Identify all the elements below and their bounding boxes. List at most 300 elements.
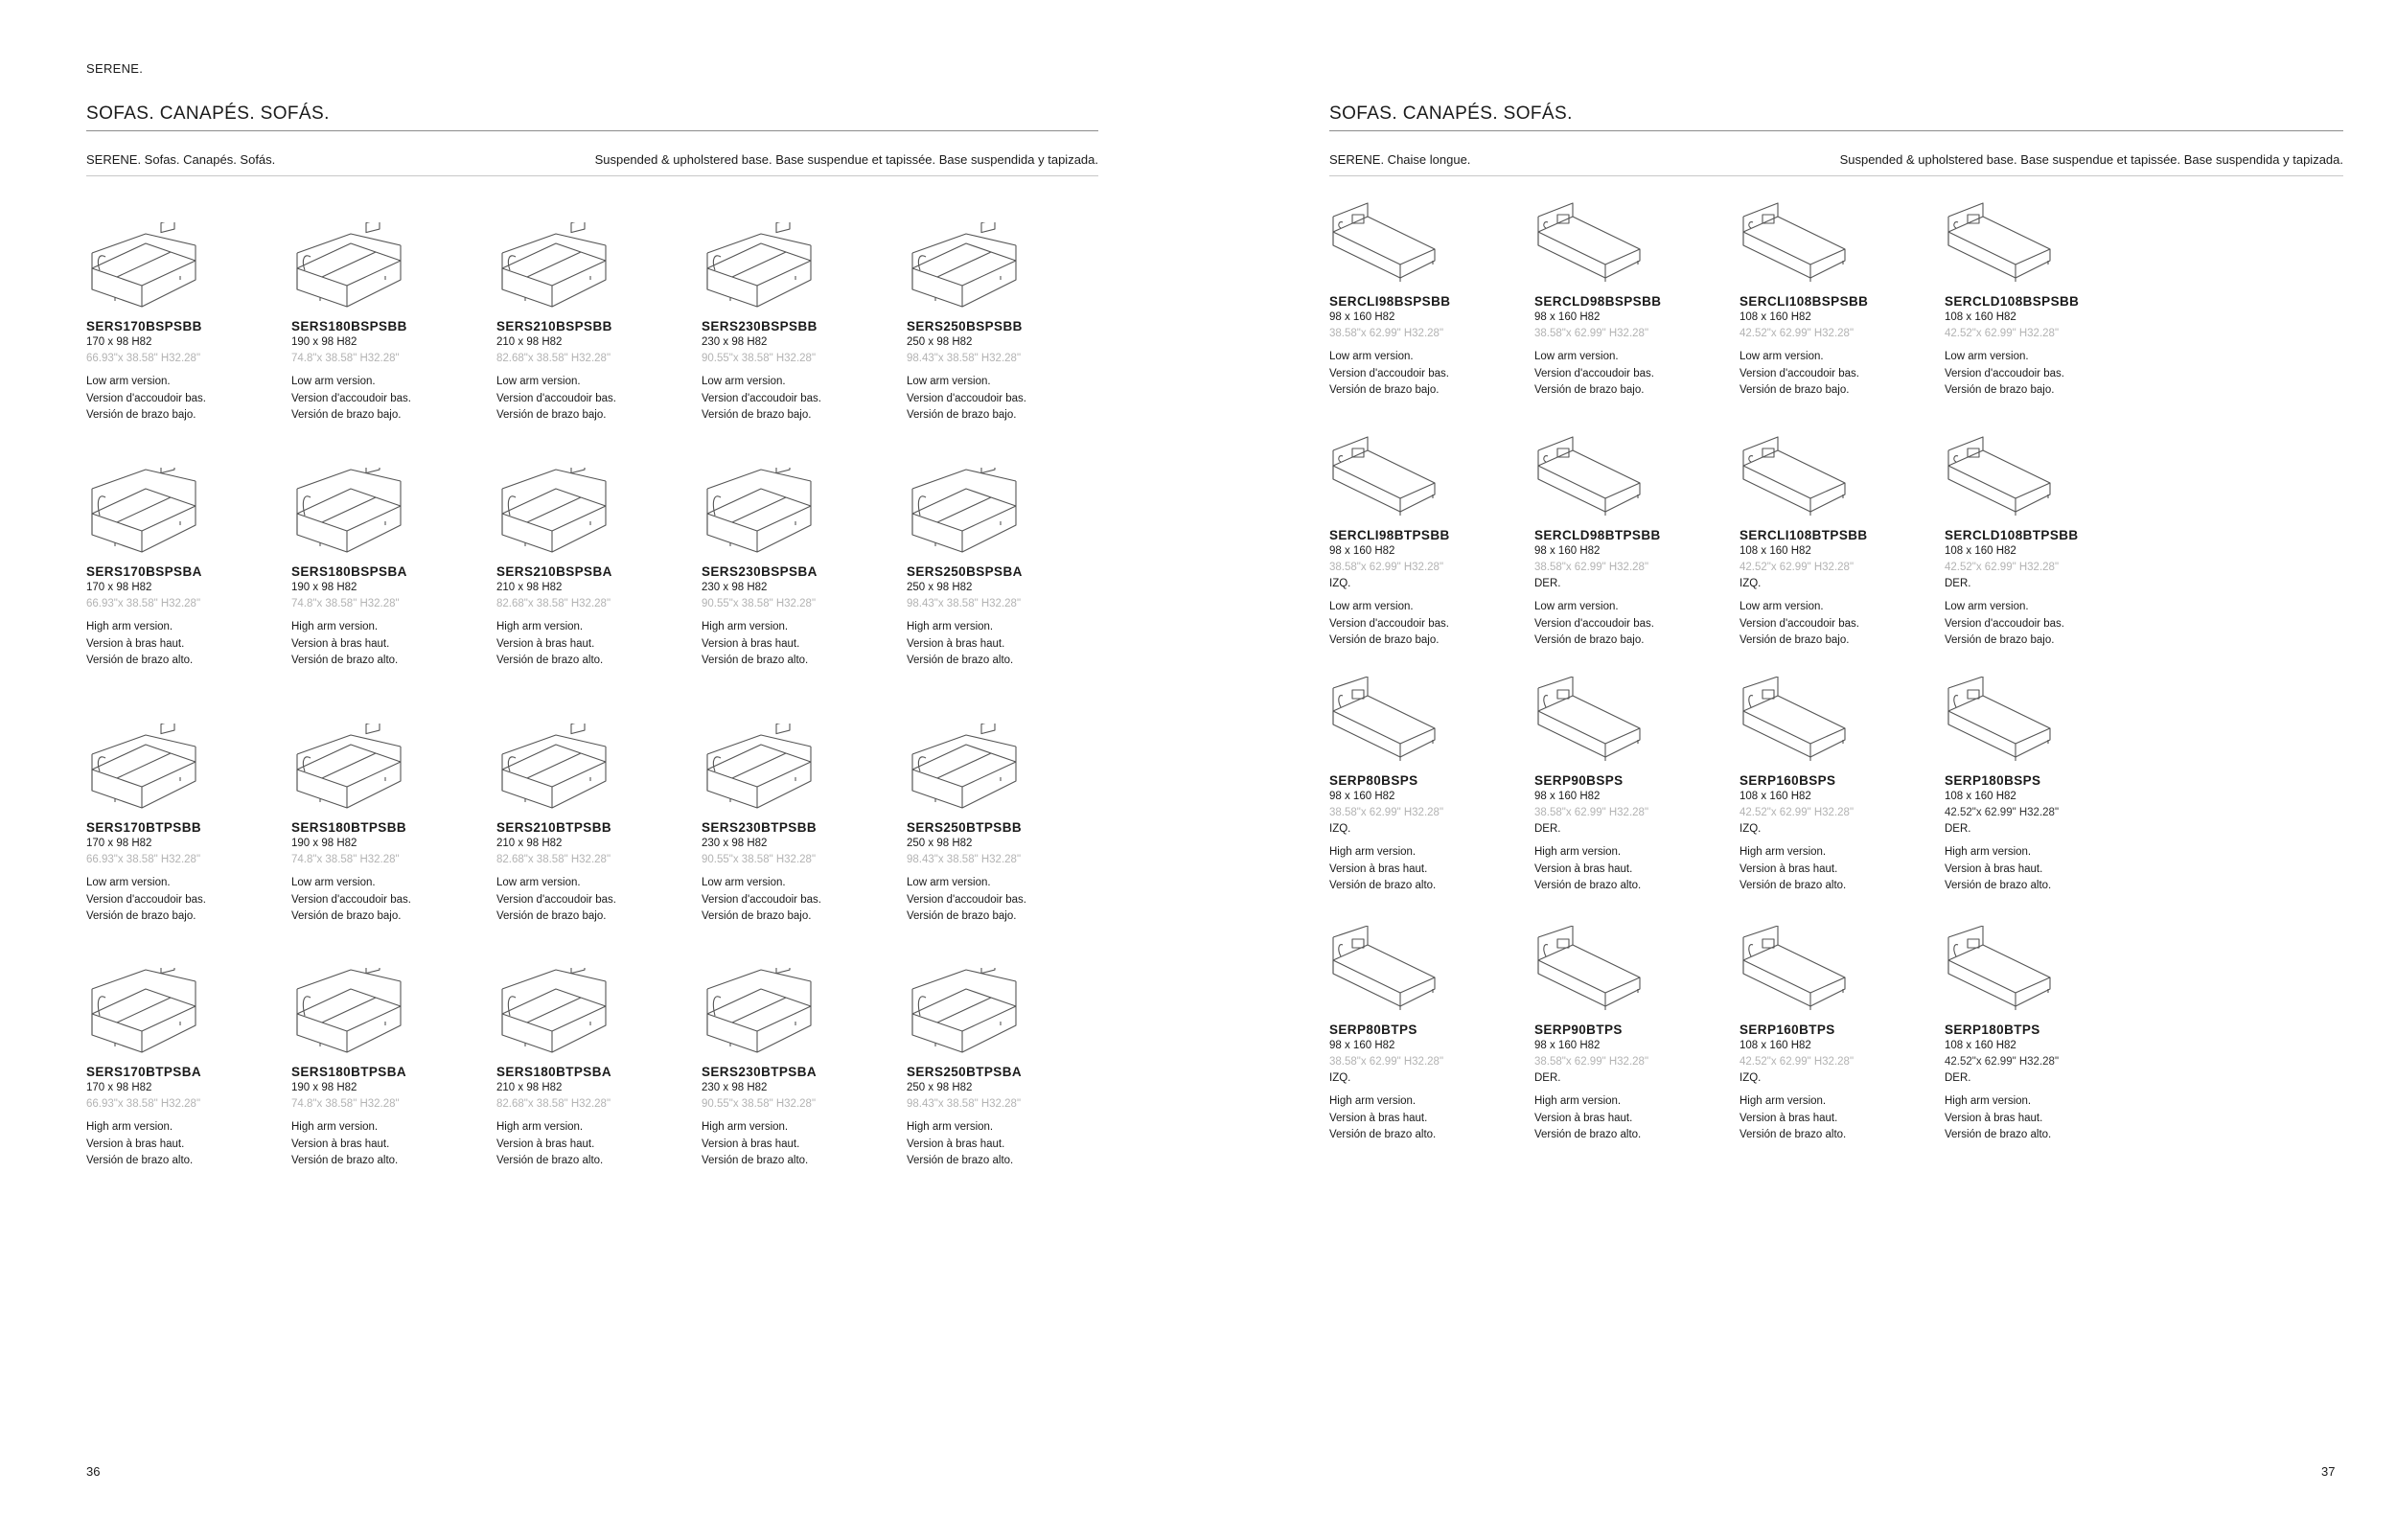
- metric-dimensions: 98 x 160 H82: [1329, 311, 1395, 323]
- product-code: SERS230BTPSBB: [702, 820, 817, 835]
- desc-french: Version à bras haut.: [86, 637, 185, 650]
- imperial-dimensions: 42.52"x 62.99" H32.28": [1945, 562, 2060, 573]
- arm-version-description: [1534, 1093, 1731, 1144]
- product-info: [291, 318, 488, 425]
- desc-french: Version d'accoudoir bas.: [1739, 367, 1859, 379]
- desc-french: Version à bras haut.: [1739, 862, 1838, 875]
- imperial-dimensions: 90.55"x 38.58" H32.28": [702, 598, 817, 609]
- product-code: SERS250BTPSBB: [907, 820, 1022, 835]
- metric-dimensions: 230 x 98 H82: [702, 336, 768, 348]
- desc-spanish: Versión de brazo alto.: [1945, 880, 2052, 891]
- sofa-illustration: [496, 724, 611, 816]
- product-info: [702, 318, 898, 425]
- side-orientation: IZQ.: [1329, 823, 1351, 835]
- brand-label: SERENE.: [86, 61, 144, 76]
- desc-french: Version d'accoudoir bas.: [1945, 617, 2064, 630]
- product-code: SERP160BSPS: [1739, 773, 1836, 788]
- product-code: SERS210BSPSBA: [496, 564, 612, 579]
- metric-dimensions: 108 x 160 H82: [1739, 545, 1811, 557]
- arm-version-description: [1329, 599, 1526, 650]
- desc-french: Version à bras haut.: [291, 637, 390, 650]
- desc-spanish: Versión de brazo bajo.: [1945, 634, 2055, 646]
- sofa-illustration: [702, 222, 817, 314]
- desc-english: High arm version.: [907, 621, 994, 632]
- section-name: SERENE. Sofas. Canapés. Sofás.: [86, 152, 276, 167]
- product-info: [1739, 527, 1936, 650]
- desc-spanish: Versión de brazo bajo.: [1329, 384, 1440, 396]
- metric-dimensions: 170 x 98 H82: [86, 336, 152, 348]
- arm-version-description: [1739, 599, 1936, 650]
- imperial-dimensions: 98.43"x 38.58" H32.28": [907, 854, 1022, 865]
- product-info: [907, 563, 1103, 670]
- desc-english: Low arm version.: [291, 877, 376, 888]
- sofa-illustration: [291, 222, 406, 314]
- sofa-illustration: [496, 222, 611, 314]
- desc-spanish: Versión de brazo alto.: [1739, 1129, 1847, 1140]
- imperial-dimensions: 66.93"x 38.58" H32.28": [86, 854, 201, 865]
- imperial-dimensions: 66.93"x 38.58" H32.28": [86, 598, 201, 609]
- product-info: [702, 819, 898, 926]
- chaise-illustration: [1945, 677, 2060, 769]
- desc-english: High arm version.: [702, 1121, 789, 1133]
- page-title: SOFAS. CANAPÉS. SOFÁS.: [1329, 103, 1573, 124]
- title-divider: [86, 130, 1098, 131]
- imperial-dimensions: 82.68"x 38.58" H32.28": [496, 1098, 611, 1110]
- desc-english: High arm version.: [496, 621, 584, 632]
- arm-version-description: [86, 875, 283, 926]
- metric-dimensions: 108 x 160 H82: [1739, 1040, 1811, 1051]
- desc-spanish: Versión de brazo bajo.: [1739, 384, 1850, 396]
- sofa-illustration: [86, 468, 201, 560]
- desc-english: Low arm version.: [702, 376, 786, 387]
- page-number-right: 37: [2321, 1464, 2336, 1479]
- product-code: SERS230BSPSBB: [702, 319, 818, 333]
- side-orientation: DER.: [1534, 1072, 1561, 1084]
- imperial-dimensions: 38.58"x 62.99" H32.28": [1329, 807, 1444, 818]
- desc-french: Version à bras haut.: [1329, 1112, 1428, 1124]
- desc-english: High arm version.: [1329, 846, 1417, 858]
- desc-english: High arm version.: [1329, 1095, 1417, 1107]
- metric-dimensions: 190 x 98 H82: [291, 582, 357, 593]
- base-description: Suspended & upholstered base. Base suspendue et tapissée. Base suspendida y tapizada.: [594, 152, 1098, 167]
- desc-french: Version d'accoudoir bas.: [291, 893, 411, 906]
- desc-english: High arm version.: [86, 621, 173, 632]
- arm-version-description: [1329, 844, 1526, 895]
- desc-french: Version d'accoudoir bas.: [1534, 617, 1654, 630]
- desc-spanish: Versión de brazo alto.: [1945, 1129, 2052, 1140]
- product-info: [496, 1064, 693, 1170]
- metric-dimensions: 230 x 98 H82: [702, 838, 768, 849]
- arm-version-description: [496, 875, 693, 926]
- side-orientation: IZQ.: [1739, 578, 1762, 589]
- desc-english: Low arm version.: [1534, 351, 1619, 362]
- product-info: [1329, 527, 1526, 650]
- metric-dimensions: 210 x 98 H82: [496, 1082, 563, 1093]
- product-info: [86, 318, 283, 425]
- product-code: SERCLI98BTPSBB: [1329, 528, 1450, 542]
- desc-english: High arm version.: [1739, 846, 1827, 858]
- side-orientation: DER.: [1945, 823, 1971, 835]
- desc-spanish: Versión de brazo bajo.: [1739, 634, 1850, 646]
- product-info: [1329, 1022, 1526, 1144]
- desc-english: Low arm version.: [1945, 351, 2029, 362]
- metric-dimensions: 230 x 98 H82: [702, 1082, 768, 1093]
- desc-spanish: Versión de brazo bajo.: [1534, 634, 1645, 646]
- metric-dimensions: 250 x 98 H82: [907, 838, 973, 849]
- desc-spanish: Versión de brazo alto.: [907, 655, 1014, 666]
- arm-version-description: [907, 374, 1103, 425]
- chaise-illustration: [1534, 677, 1649, 769]
- side-orientation: DER.: [1945, 1072, 1971, 1084]
- metric-dimensions: 230 x 98 H82: [702, 582, 768, 593]
- arm-version-description: [291, 1119, 488, 1170]
- product-info: [496, 819, 693, 926]
- product-info: [907, 318, 1103, 425]
- product-code: SERS170BTPSBA: [86, 1065, 201, 1079]
- product-info: [702, 563, 898, 670]
- metric-dimensions: 108 x 160 H82: [1739, 311, 1811, 323]
- desc-french: Version d'accoudoir bas.: [86, 392, 206, 404]
- imperial-dimensions: 38.58"x 62.99" H32.28": [1534, 562, 1649, 573]
- desc-spanish: Versión de brazo bajo.: [496, 409, 607, 421]
- arm-version-description: [702, 374, 898, 425]
- imperial-dimensions: 38.58"x 62.99" H32.28": [1329, 1056, 1444, 1068]
- imperial-dimensions: 98.43"x 38.58" H32.28": [907, 353, 1022, 364]
- imperial-dimensions: 42.52"x 62.99" H32.28": [1739, 328, 1855, 339]
- arm-version-description: [907, 619, 1103, 670]
- desc-french: Version à bras haut.: [907, 1138, 1005, 1150]
- desc-english: Low arm version.: [907, 376, 991, 387]
- product-code: SERS180BSPSBB: [291, 319, 407, 333]
- desc-english: High arm version.: [1534, 846, 1622, 858]
- arm-version-description: [291, 374, 488, 425]
- arm-version-description: [1534, 844, 1731, 895]
- imperial-dimensions: 42.52"x 62.99" H32.28": [1945, 1056, 2060, 1068]
- desc-french: Version à bras haut.: [86, 1138, 185, 1150]
- metric-dimensions: 108 x 160 H82: [1945, 311, 2016, 323]
- chaise-illustration: [1739, 677, 1855, 769]
- chaise-illustration: [1945, 197, 2060, 289]
- metric-dimensions: 108 x 160 H82: [1945, 791, 2016, 802]
- desc-french: Version d'accoudoir bas.: [1945, 367, 2064, 379]
- desc-french: Version d'accoudoir bas.: [1534, 367, 1654, 379]
- product-code: SERS210BTPSBB: [496, 820, 611, 835]
- sofa-illustration: [86, 724, 201, 816]
- desc-spanish: Versión de brazo bajo.: [291, 910, 402, 922]
- metric-dimensions: 98 x 160 H82: [1534, 1040, 1601, 1051]
- product-code: SERCLI98BSPSBB: [1329, 294, 1451, 309]
- side-orientation: DER.: [1534, 578, 1561, 589]
- product-info: [1945, 293, 2141, 400]
- desc-spanish: Versión de brazo alto.: [1739, 880, 1847, 891]
- desc-french: Version d'accoudoir bas.: [496, 893, 616, 906]
- metric-dimensions: 250 x 98 H82: [907, 1082, 973, 1093]
- product-code: SERCLI108BSPSBB: [1739, 294, 1869, 309]
- sofa-illustration: [86, 222, 201, 314]
- imperial-dimensions: 90.55"x 38.58" H32.28": [702, 854, 817, 865]
- imperial-dimensions: 98.43"x 38.58" H32.28": [907, 598, 1022, 609]
- metric-dimensions: 190 x 98 H82: [291, 336, 357, 348]
- product-code: SERS170BSPSBB: [86, 319, 202, 333]
- product-info: [1534, 1022, 1731, 1144]
- side-orientation: IZQ.: [1739, 823, 1762, 835]
- chaise-illustration: [1329, 431, 1444, 523]
- metric-dimensions: 170 x 98 H82: [86, 582, 152, 593]
- desc-spanish: Versión de brazo bajo.: [291, 409, 402, 421]
- arm-version-description: [702, 619, 898, 670]
- imperial-dimensions: 42.52"x 62.99" H32.28": [1739, 1056, 1855, 1068]
- product-code: SERS250BSPSBA: [907, 564, 1023, 579]
- imperial-dimensions: 82.68"x 38.58" H32.28": [496, 353, 611, 364]
- desc-spanish: Versión de brazo bajo.: [1945, 384, 2055, 396]
- imperial-dimensions: 98.43"x 38.58" H32.28": [907, 1098, 1022, 1110]
- desc-french: Version d'accoudoir bas.: [86, 893, 206, 906]
- desc-french: Version à bras haut.: [1329, 862, 1428, 875]
- product-info: [86, 1064, 283, 1170]
- arm-version-description: [702, 875, 898, 926]
- chaise-illustration: [1534, 431, 1649, 523]
- desc-spanish: Versión de brazo bajo.: [907, 910, 1017, 922]
- chaise-illustration: [1945, 431, 2060, 523]
- metric-dimensions: 98 x 160 H82: [1329, 791, 1395, 802]
- chaise-illustration: [1534, 926, 1649, 1018]
- metric-dimensions: 250 x 98 H82: [907, 336, 973, 348]
- product-code: SERS250BTPSBA: [907, 1065, 1022, 1079]
- imperial-dimensions: 82.68"x 38.58" H32.28": [496, 854, 611, 865]
- arm-version-description: [1945, 349, 2141, 400]
- metric-dimensions: 190 x 98 H82: [291, 838, 357, 849]
- desc-french: Version d'accoudoir bas.: [907, 392, 1026, 404]
- metric-dimensions: 210 x 98 H82: [496, 336, 563, 348]
- desc-spanish: Versión de brazo bajo.: [907, 409, 1017, 421]
- side-orientation: DER.: [1534, 823, 1561, 835]
- desc-english: Low arm version.: [1739, 351, 1824, 362]
- imperial-dimensions: 66.93"x 38.58" H32.28": [86, 1098, 201, 1110]
- desc-french: Version à bras haut.: [1739, 1112, 1838, 1124]
- desc-english: Low arm version.: [86, 877, 171, 888]
- imperial-dimensions: 38.58"x 62.99" H32.28": [1329, 562, 1444, 573]
- desc-spanish: Versión de brazo bajo.: [1329, 634, 1440, 646]
- arm-version-description: [1945, 599, 2141, 650]
- metric-dimensions: 98 x 160 H82: [1329, 545, 1395, 557]
- product-info: [907, 819, 1103, 926]
- desc-english: Low arm version.: [1534, 601, 1619, 612]
- page-number-left: 36: [86, 1464, 101, 1479]
- sofa-illustration: [291, 468, 406, 560]
- chaise-illustration: [1739, 431, 1855, 523]
- sofa-illustration: [496, 468, 611, 560]
- sofa-illustration: [291, 968, 406, 1060]
- chaise-illustration: [1739, 926, 1855, 1018]
- metric-dimensions: 210 x 98 H82: [496, 582, 563, 593]
- desc-english: Low arm version.: [86, 376, 171, 387]
- desc-english: Low arm version.: [496, 376, 581, 387]
- desc-spanish: Versión de brazo bajo.: [86, 409, 196, 421]
- page-title: SOFAS. CANAPÉS. SOFÁS.: [86, 103, 330, 124]
- arm-version-description: [1534, 599, 1731, 650]
- product-code: SERP90BTPS: [1534, 1023, 1623, 1037]
- arm-version-description: [702, 1119, 898, 1170]
- desc-english: Low arm version.: [1739, 601, 1824, 612]
- imperial-dimensions: 42.52"x 62.99" H32.28": [1739, 807, 1855, 818]
- product-info: [86, 563, 283, 670]
- desc-english: Low arm version.: [702, 877, 786, 888]
- arm-version-description: [496, 1119, 693, 1170]
- product-code: SERS250BSPSBB: [907, 319, 1023, 333]
- imperial-dimensions: 74.8"x 38.58" H32.28": [291, 854, 400, 865]
- product-info: [1534, 527, 1731, 650]
- metric-dimensions: 108 x 160 H82: [1739, 791, 1811, 802]
- desc-spanish: Versión de brazo alto.: [1534, 1129, 1642, 1140]
- metric-dimensions: 170 x 98 H82: [86, 1082, 152, 1093]
- desc-french: Version d'accoudoir bas.: [496, 392, 616, 404]
- arm-version-description: [1739, 844, 1936, 895]
- product-code: SERP180BSPS: [1945, 773, 2041, 788]
- metric-dimensions: 98 x 160 H82: [1534, 545, 1601, 557]
- imperial-dimensions: 42.52"x 62.99" H32.28": [1945, 807, 2060, 818]
- product-code: SERCLD98BSPSBB: [1534, 294, 1662, 309]
- imperial-dimensions: 90.55"x 38.58" H32.28": [702, 1098, 817, 1110]
- sofa-illustration: [907, 468, 1022, 560]
- desc-french: Version à bras haut.: [702, 637, 800, 650]
- arm-version-description: [1739, 349, 1936, 400]
- product-info: [1945, 1022, 2141, 1144]
- arm-version-description: [291, 619, 488, 670]
- desc-spanish: Versión de brazo alto.: [702, 1155, 809, 1166]
- arm-version-description: [291, 875, 488, 926]
- desc-spanish: Versión de brazo alto.: [86, 1155, 194, 1166]
- product-info: [1329, 772, 1526, 895]
- product-code: SERS180BTPSBB: [291, 820, 406, 835]
- product-code: SERCLD108BTPSBB: [1945, 528, 2079, 542]
- product-code: SERS210BSPSBB: [496, 319, 612, 333]
- arm-version-description: [1945, 1093, 2141, 1144]
- chaise-illustration: [1945, 926, 2060, 1018]
- desc-spanish: Versión de brazo alto.: [496, 1155, 604, 1166]
- product-code: SERS170BSPSBA: [86, 564, 202, 579]
- desc-french: Version d'accoudoir bas.: [702, 893, 821, 906]
- desc-french: Version d'accoudoir bas.: [1739, 617, 1859, 630]
- product-code: SERP80BTPS: [1329, 1023, 1417, 1037]
- product-info: [1329, 293, 1526, 400]
- desc-spanish: Versión de brazo alto.: [86, 655, 194, 666]
- desc-english: Low arm version.: [496, 877, 581, 888]
- imperial-dimensions: 38.58"x 62.99" H32.28": [1534, 328, 1649, 339]
- product-info: [1534, 293, 1731, 400]
- imperial-dimensions: 82.68"x 38.58" H32.28": [496, 598, 611, 609]
- desc-english: High arm version.: [702, 621, 789, 632]
- section-name: SERENE. Chaise longue.: [1329, 152, 1471, 167]
- product-info: [1945, 527, 2141, 650]
- desc-english: High arm version.: [1945, 1095, 2032, 1107]
- desc-spanish: Versión de brazo alto.: [1329, 880, 1437, 891]
- product-info: [496, 563, 693, 670]
- product-code: SERCLD98BTPSBB: [1534, 528, 1661, 542]
- product-info: [291, 563, 488, 670]
- sofa-illustration: [907, 222, 1022, 314]
- desc-spanish: Versión de brazo alto.: [907, 1155, 1014, 1166]
- side-orientation: IZQ.: [1739, 1072, 1762, 1084]
- imperial-dimensions: 74.8"x 38.58" H32.28": [291, 1098, 400, 1110]
- desc-french: Version d'accoudoir bas.: [702, 392, 821, 404]
- desc-french: Version d'accoudoir bas.: [907, 893, 1026, 906]
- imperial-dimensions: 90.55"x 38.58" H32.28": [702, 353, 817, 364]
- arm-version-description: [1329, 349, 1526, 400]
- desc-french: Version à bras haut.: [1945, 862, 2043, 875]
- sofa-illustration: [907, 724, 1022, 816]
- sofa-illustration: [86, 968, 201, 1060]
- product-code: SERP180BTPS: [1945, 1023, 2040, 1037]
- desc-spanish: Versión de brazo bajo.: [86, 910, 196, 922]
- desc-spanish: Versión de brazo alto.: [1534, 880, 1642, 891]
- product-info: [86, 819, 283, 926]
- arm-version-description: [1945, 844, 2141, 895]
- sofa-illustration: [702, 468, 817, 560]
- desc-spanish: Versión de brazo alto.: [291, 655, 399, 666]
- imperial-dimensions: 74.8"x 38.58" H32.28": [291, 353, 400, 364]
- metric-dimensions: 98 x 160 H82: [1534, 311, 1601, 323]
- sofa-illustration: [907, 968, 1022, 1060]
- desc-french: Version à bras haut.: [1945, 1112, 2043, 1124]
- arm-version-description: [1329, 1093, 1526, 1144]
- arm-version-description: [496, 619, 693, 670]
- product-info: [1739, 1022, 1936, 1144]
- arm-version-description: [496, 374, 693, 425]
- product-code: SERCLD108BSPSBB: [1945, 294, 2080, 309]
- desc-english: Low arm version.: [291, 376, 376, 387]
- side-orientation: IZQ.: [1329, 1072, 1351, 1084]
- desc-english: High arm version.: [1945, 846, 2032, 858]
- desc-spanish: Versión de brazo alto.: [496, 655, 604, 666]
- sofa-illustration: [702, 724, 817, 816]
- right-page: [1329, 0, 2343, 1540]
- desc-english: Low arm version.: [1329, 601, 1414, 612]
- product-code: SERP80BSPS: [1329, 773, 1418, 788]
- subheader-divider: [1329, 175, 2343, 176]
- metric-dimensions: 98 x 160 H82: [1329, 1040, 1395, 1051]
- desc-english: High arm version.: [496, 1121, 584, 1133]
- desc-french: Version à bras haut.: [907, 637, 1005, 650]
- chaise-illustration: [1534, 197, 1649, 289]
- product-info: [1945, 772, 2141, 895]
- sofa-illustration: [702, 968, 817, 1060]
- metric-dimensions: 108 x 160 H82: [1945, 1040, 2016, 1051]
- imperial-dimensions: 42.52"x 62.99" H32.28": [1739, 562, 1855, 573]
- product-info: [291, 1064, 488, 1170]
- sofa-illustration: [496, 968, 611, 1060]
- product-info: [291, 819, 488, 926]
- product-code: SERS230BTPSBA: [702, 1065, 817, 1079]
- imperial-dimensions: 38.58"x 62.99" H32.28": [1534, 1056, 1649, 1068]
- product-code: SERS180BTPSBA: [496, 1065, 611, 1079]
- subheader-divider: [86, 175, 1098, 176]
- side-orientation: IZQ.: [1329, 578, 1351, 589]
- metric-dimensions: 108 x 160 H82: [1945, 545, 2016, 557]
- desc-english: High arm version.: [907, 1121, 994, 1133]
- desc-french: Version à bras haut.: [496, 1138, 595, 1150]
- product-code: SERS170BTPSBB: [86, 820, 201, 835]
- desc-french: Version à bras haut.: [1534, 862, 1633, 875]
- desc-french: Version à bras haut.: [496, 637, 595, 650]
- desc-french: Version d'accoudoir bas.: [1329, 617, 1449, 630]
- sofa-illustration: [291, 724, 406, 816]
- desc-french: Version à bras haut.: [702, 1138, 800, 1150]
- desc-english: Low arm version.: [1329, 351, 1414, 362]
- product-code: SERS230BSPSBA: [702, 564, 818, 579]
- metric-dimensions: 98 x 160 H82: [1534, 791, 1601, 802]
- desc-spanish: Versión de brazo bajo.: [702, 409, 812, 421]
- arm-version-description: [86, 1119, 283, 1170]
